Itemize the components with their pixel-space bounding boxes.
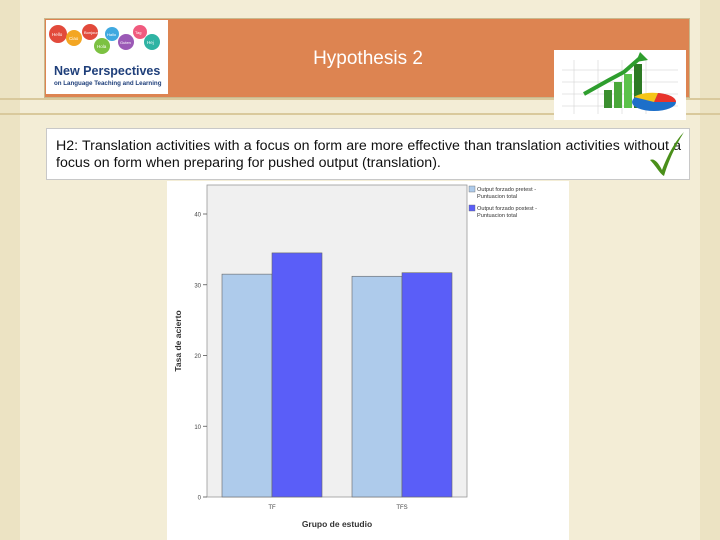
y-tick-label: 0	[197, 495, 201, 502]
bar-tfs-series-2	[402, 273, 452, 497]
bubble-text: Hola	[97, 44, 107, 49]
legend-label: Puntuacion total	[477, 194, 518, 200]
legend-swatch	[469, 186, 475, 192]
bubble-text: Hallo	[107, 32, 117, 37]
bar-tf-series-1	[222, 274, 272, 497]
bubble-text: Guten	[120, 40, 131, 45]
bubble-text: Hej	[147, 40, 154, 45]
x-tick-label: TFS	[396, 505, 408, 511]
legend-label: Output forzado postest -	[477, 206, 538, 212]
logo-subtitle: on Language Teaching and Learning	[54, 80, 162, 87]
bar-tf-series-2	[272, 253, 322, 497]
y-tick-label: 10	[194, 424, 201, 431]
logo-title: New Perspectives	[54, 64, 161, 78]
hypothesis-text-box	[46, 128, 690, 180]
growth-chart-image	[554, 50, 686, 120]
y-tick-label: 40	[194, 212, 201, 219]
legend-swatch	[469, 205, 475, 211]
bubble-text: Ciao	[69, 36, 79, 41]
bubble-text: Hello	[52, 32, 63, 37]
logo	[46, 20, 168, 94]
hypothesis-text: H2: Translation activities with a focus on form are more effective than translation activities without a focus on form when preparing for pushed output (translation).	[56, 138, 681, 171]
bar-chart	[167, 181, 569, 540]
slide-title: Hypothesis 2	[313, 48, 423, 69]
y-tick-label: 20	[194, 354, 201, 360]
bubble-text: Tag	[135, 30, 142, 35]
bar-tfs-series-1	[352, 276, 402, 497]
y-tick-label: 30	[194, 283, 201, 290]
right-border	[700, 0, 720, 540]
checkmark-icon	[648, 130, 686, 180]
legend-label: Puntuacion total	[477, 213, 518, 219]
bubble-text: Bonjour	[84, 30, 98, 35]
x-axis-label: Grupo de estudio	[301, 519, 373, 529]
left-border	[0, 0, 20, 540]
chart-area	[167, 181, 569, 540]
legend-label: Output forzado pretest -	[477, 187, 537, 193]
y-axis-label: Tasa de acierto	[173, 310, 183, 372]
x-tick-label: TF	[268, 505, 276, 511]
